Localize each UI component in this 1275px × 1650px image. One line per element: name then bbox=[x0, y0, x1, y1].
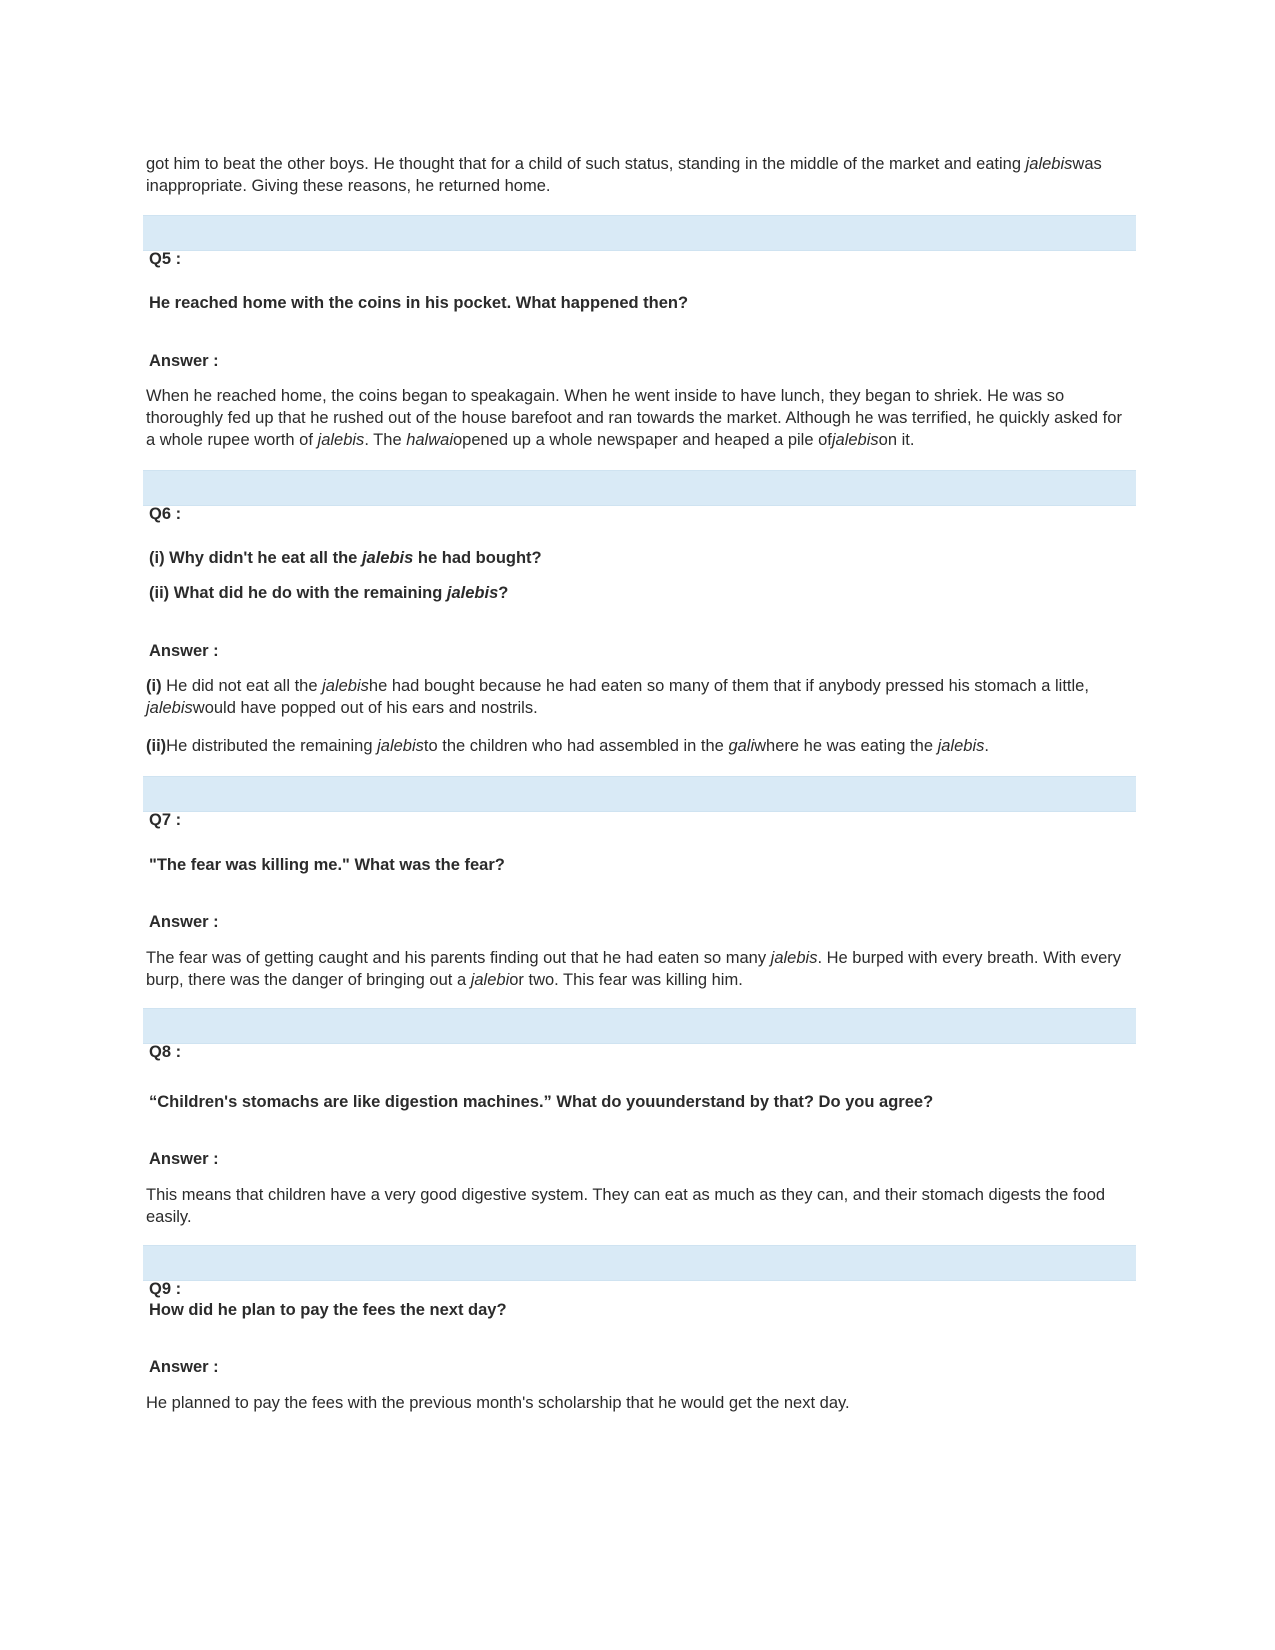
question-segment: (ii) What did he do with the remaining bbox=[149, 584, 447, 602]
answer-text-q9: He planned to pay the fees with the previous month's scholarship that he would get the next day. bbox=[146, 1394, 850, 1412]
answer-segment: He distributed the remaining bbox=[166, 737, 378, 755]
answer-number: (i) bbox=[146, 677, 162, 695]
answer-italic: jalebis bbox=[831, 431, 879, 449]
answer-italic: jalebis bbox=[322, 677, 369, 695]
answer-segment: He did not eat all the bbox=[161, 677, 323, 695]
question-label-q7: Q7 : bbox=[149, 811, 182, 829]
answer-label-q7: Answer : bbox=[149, 913, 219, 931]
answer-italic: jalebi bbox=[470, 971, 510, 989]
intro-paragraph bbox=[146, 153, 1126, 197]
answer-segment: he had bought because he had eaten so many of them that if anybody pressed his stomach a little, bbox=[368, 677, 1089, 695]
answer-italic: jalebis bbox=[770, 949, 818, 967]
intro-italic: jalebis bbox=[1025, 155, 1073, 173]
question-separator-bar bbox=[143, 215, 1136, 251]
question-text-q7: "The fear was killing me." What was the fear? bbox=[149, 856, 505, 874]
answer-segment: to the children who had assembled in the bbox=[423, 737, 729, 755]
answer-segment: would have popped out of his ears and nostrils. bbox=[192, 699, 538, 717]
answer-segment: When he reached home, the coins began to speakagain. When he went inside to have lunch, they began to shriek. He was so thoroughly fed up that he rushed out of the house barefoot and ran towards the market. Although he was terrified, he quickly asked for a whole rupee worth of bbox=[146, 387, 1122, 449]
question-segment: (i) Why didn't he eat all the bbox=[149, 549, 362, 567]
question-separator-bar bbox=[143, 1008, 1136, 1044]
question-text-q6-i bbox=[149, 549, 1129, 568]
answer-label-q9: Answer : bbox=[149, 1358, 219, 1376]
question-label-q8: Q8 : bbox=[149, 1043, 182, 1061]
question-text-q8: “Children's stomachs are like digestion machines.” What do youunderstand by that? Do you agree? bbox=[149, 1093, 934, 1111]
answer-italic: jalebis bbox=[377, 737, 424, 755]
question-label-q5: Q5 : bbox=[149, 250, 182, 268]
answer-text-q5 bbox=[146, 385, 1126, 451]
answer-segment: on it. bbox=[878, 431, 915, 449]
answer-text-q7 bbox=[146, 947, 1126, 991]
answer-italic: gali bbox=[728, 737, 755, 755]
question-separator-bar bbox=[143, 1245, 1136, 1281]
answer-italic: jalebis bbox=[146, 699, 193, 717]
answer-segment: . He burped with every breath. With every burp, there was the danger of bringing out a bbox=[146, 949, 1122, 989]
question-label-q9: Q9 : bbox=[149, 1280, 182, 1298]
answer-segment: where he was eating the bbox=[754, 737, 938, 755]
answer-italic: halwai bbox=[406, 431, 453, 449]
answer-text-q6-i bbox=[146, 675, 1126, 719]
answer-text-q6-ii bbox=[146, 735, 1126, 757]
answer-text-q8: This means that children have a very good digestive system. They can eat as much as they can, and their stomach digests the food easily. bbox=[146, 1186, 1106, 1226]
question-text-q9: How did he plan to pay the fees the next day? bbox=[149, 1301, 507, 1319]
answer-segment: The fear was of getting caught and his parents finding out that he had eaten so many bbox=[146, 949, 771, 967]
answer-segment: . bbox=[984, 737, 989, 755]
question-text-q6-ii bbox=[149, 584, 1129, 603]
intro-text: was inappropriate. Giving these reasons, he returned home. bbox=[146, 155, 1102, 195]
answer-label-q8: Answer : bbox=[149, 1150, 219, 1168]
answer-label-q5: Answer : bbox=[149, 352, 219, 370]
answer-italic: jalebis bbox=[317, 431, 365, 449]
question-separator-bar bbox=[143, 470, 1136, 506]
question-italic: jalebis bbox=[446, 584, 499, 602]
answer-italic: jalebis bbox=[937, 737, 985, 755]
answer-number: (ii) bbox=[146, 737, 167, 755]
question-text-q5: He reached home with the coins in his pocket. What happened then? bbox=[149, 294, 689, 312]
question-segment: he had bought? bbox=[413, 549, 542, 567]
question-label-q6: Q6 : bbox=[149, 505, 182, 523]
question-separator-bar bbox=[143, 776, 1136, 812]
question-italic: jalebis bbox=[361, 549, 414, 567]
intro-text: got him to beat the other boys. He thought that for a child of such status, standing in the middle of the market and eating bbox=[146, 155, 1026, 173]
answer-segment: or two. This fear was killing him. bbox=[509, 971, 743, 989]
answer-segment: opened up a whole newspaper and heaped a pile of bbox=[452, 431, 832, 449]
answer-segment: . The bbox=[364, 431, 407, 449]
question-segment: ? bbox=[498, 584, 509, 602]
answer-label-q6: Answer : bbox=[149, 642, 219, 660]
